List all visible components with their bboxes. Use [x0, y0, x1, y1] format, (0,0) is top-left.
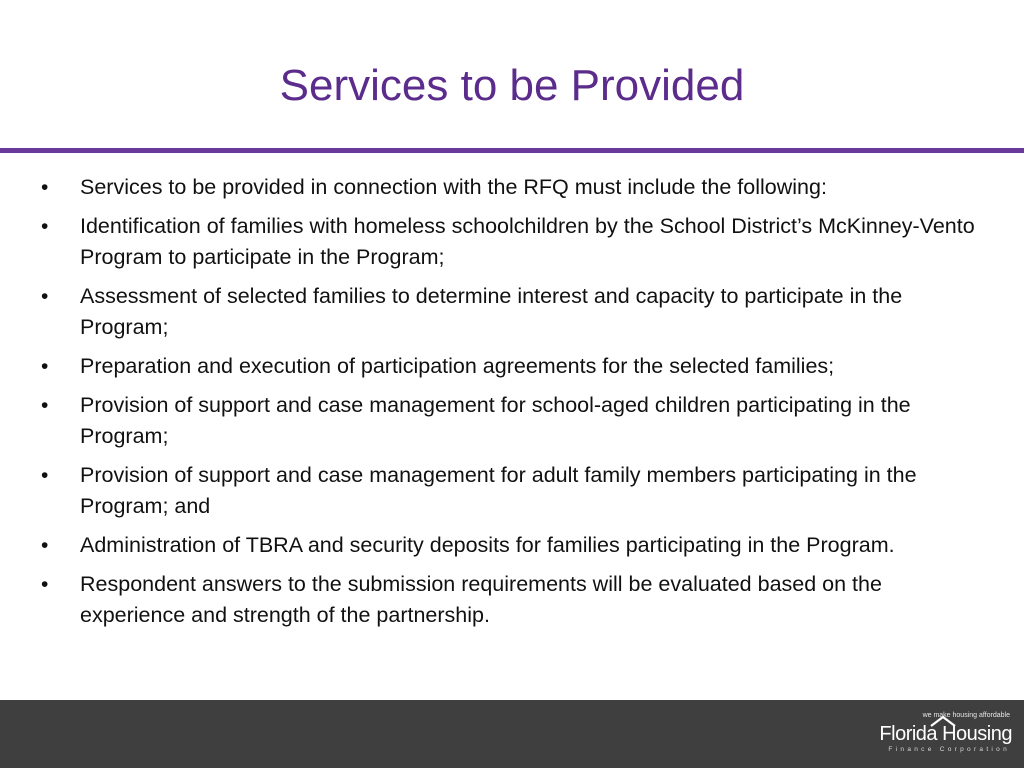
bullet-icon: •: [41, 464, 49, 487]
bullet-text: Assessment of selected families to determine interest and capacity to participate in the Program;: [80, 284, 903, 339]
bullet-text: Identification of families with homeless schoolchildren by the School District’s McKinney-Vento Program to participate in the Program;: [80, 214, 975, 269]
logo-tagline: we make housing affordable: [922, 712, 1010, 719]
bullet-item: [38, 172, 988, 203]
bullet-item: [38, 569, 988, 631]
bullet-text: Provision of support and case management for school-aged children participating in the Program;: [80, 393, 911, 448]
bullet-item: [38, 390, 988, 452]
bullet-item: [38, 211, 988, 273]
bullet-item: [38, 281, 988, 343]
bullet-item: [38, 460, 988, 522]
bullet-icon: •: [41, 534, 49, 557]
bullet-list: [38, 172, 988, 639]
bullet-icon: •: [41, 176, 49, 199]
title-divider: [0, 148, 1024, 153]
bullet-icon: •: [41, 285, 49, 308]
bullet-icon: •: [41, 573, 49, 596]
bullet-item: [38, 530, 988, 561]
bullet-text: Services to be provided in connection with the RFQ must include the following:: [80, 175, 827, 199]
bullet-item: [38, 351, 988, 382]
bullet-text: Provision of support and case management for adult family members participating in the Program; and: [80, 463, 917, 518]
footer-bar: [0, 700, 1024, 768]
bullet-icon: •: [41, 394, 49, 417]
bullet-text: Respondent answers to the submission requirements will be evaluated based on the experience and strength of the partnership.: [80, 572, 882, 627]
slide-title: Services to be Provided: [279, 61, 745, 110]
logo-name: Florida Housing: [879, 723, 1012, 745]
logo-subtitle: Finance Corporation: [888, 746, 1010, 753]
bullet-icon: •: [41, 355, 49, 378]
florida-housing-logo: [862, 710, 1012, 760]
bullet-icon: •: [41, 215, 49, 238]
bullet-text: Administration of TBRA and security deposits for families participating in the Program.: [80, 533, 895, 557]
bullet-text: Preparation and execution of participation agreements for the selected families;: [80, 354, 835, 378]
